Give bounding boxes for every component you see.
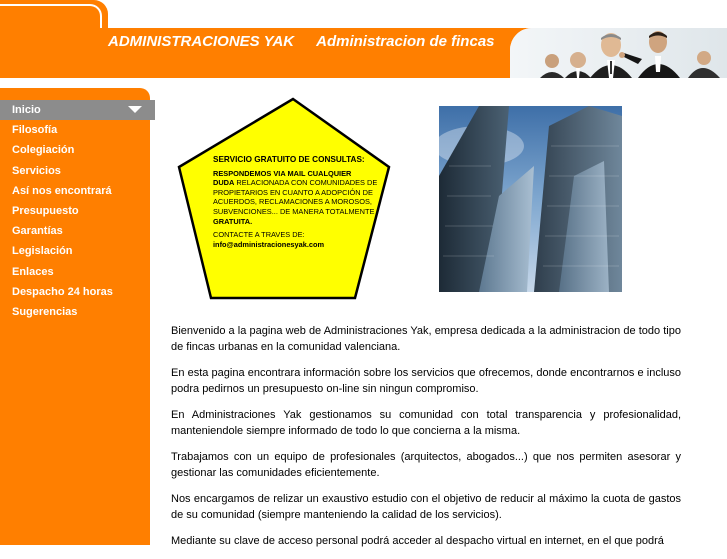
nav-label: Filosofía [12, 124, 58, 137]
nav-label: Presupuesto [12, 204, 79, 217]
promo-doubt: DUDA [213, 178, 235, 188]
site-title [108, 33, 528, 51]
nav-label: Inicio [12, 104, 41, 116]
nav-item-enlaces[interactable] [0, 262, 155, 282]
promo-text [213, 155, 383, 249]
nav-item-colegiacion[interactable] [0, 140, 155, 160]
nav-item-garantias[interactable] [0, 221, 155, 241]
nav-label: Servicios [12, 164, 61, 177]
header-tab-outline [0, 4, 102, 30]
info-paragraph: En esta pagina encontrara información sobre los servicios que ofrecemos, donde encontrarnos e incluso podra pedirnos un presupuesto on-line sin ningun compromiso. [171, 367, 681, 395]
nav-item-servicios[interactable] [0, 161, 155, 181]
skyscraper-image [439, 106, 622, 292]
site-brand: ADMINISTRACIONES YAK [108, 33, 295, 50]
sidebar-nav [0, 100, 155, 322]
nav-label: Enlaces [12, 265, 54, 278]
nav-item-filosofia[interactable] [0, 120, 155, 140]
sidebar [0, 88, 150, 545]
promo-free: GRATUITA. [213, 216, 253, 226]
intro-paragraph: Bienvenido a la pagina web de Administraciones Yak, empresa dedicada a la administracion de todo tipo de fincas urbanas en la comunidad valenciana. [171, 325, 681, 353]
skyscraper-photo [439, 106, 622, 292]
business-people-illustration [510, 28, 727, 78]
nav-item-presupuesto[interactable] [0, 201, 155, 221]
nav-item-despacho-24-horas[interactable] [0, 282, 155, 302]
promo-contact-label: CONTACTE A TRAVES DE: [213, 230, 305, 240]
site-tagline: Administracion de fincas [316, 33, 495, 50]
nav-item-legislacion[interactable] [0, 241, 155, 261]
management-paragraph: En Administraciones Yak gestionamos su comunidad con total transparencia y profesionalidad, manteniendole siempre informado de todo lo que concierna a la misma. [171, 409, 681, 437]
access-paragraph: Mediante su clave de acceso personal podrá acceder al despacho virtual en internet, en el que podrá [171, 535, 664, 547]
header-tab [0, 0, 108, 28]
nav-label: Despacho 24 horas [12, 285, 113, 298]
promo-line1: RESPONDEMOS VIA MAIL CUALQUIER [213, 168, 352, 178]
promo-email[interactable]: info@administracionesyak.com [213, 239, 325, 249]
nav-item-asi-nos-encontrara[interactable] [0, 181, 155, 201]
header-divider [0, 78, 727, 88]
main-content [171, 323, 681, 559]
nav-label: Legislación [12, 245, 73, 258]
nav-label: Sugerencias [12, 305, 78, 318]
promo-body: RELACIONADA CON COMUNIDADES DE PROPIETARIOS EN CUANTO A ADOPCIÓN DE ACUERDOS, RECLAMACIONES A MOROSOS, SUBVENCIONES... DE MANERA TOTALMENTE [213, 178, 378, 216]
promo-heading: SERVICIO GRATUITO DE CONSULTAS: [213, 155, 365, 164]
nav-label: Así nos encontrará [12, 184, 112, 197]
team-paragraph: Trabajamos con un equipo de profesionales (arquitectos, abogados...) que nos permiten asesorar y gestionar las comunidades eficientemente. [171, 451, 681, 479]
nav-item-sugerencias[interactable] [0, 302, 155, 322]
nav-label: Colegiación [12, 144, 75, 157]
nav-item-inicio[interactable] [0, 100, 155, 120]
costs-paragraph: Nos encargamos de relizar un exaustivo estudio con el objetivo de reducir al máximo la cuota de gastos de su comunidad (siempre manteniendo la calidad de los servicios). [171, 493, 681, 521]
header-people-image [510, 28, 727, 78]
nav-label: Garantías [12, 225, 63, 238]
chevron-down-icon [128, 106, 142, 113]
